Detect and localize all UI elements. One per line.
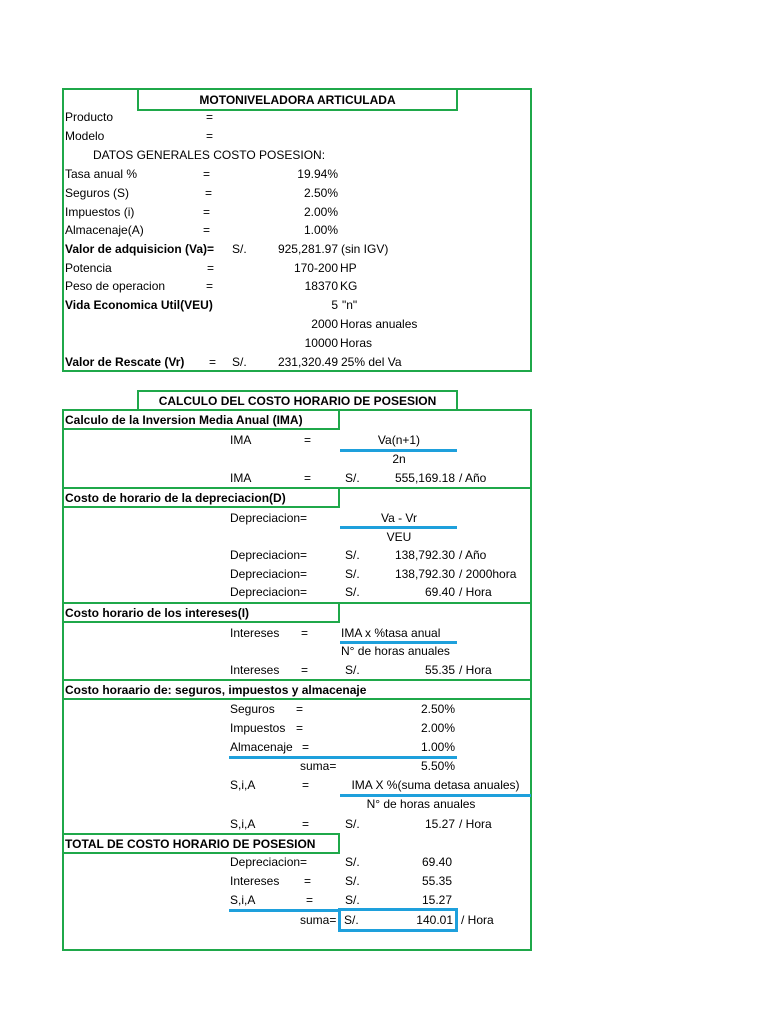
almacenaje-value: 1.00% [303, 223, 338, 237]
sia-result-value: 15.27 [424, 817, 455, 831]
horas-anuales-unit: Horas anuales [340, 317, 418, 331]
sia-seguros-value: 2.50% [420, 702, 455, 716]
veu-label: Vida Economica Util(VEU) [65, 298, 213, 312]
total-sia-currency: S/. [345, 893, 360, 907]
va-value: 925,281.97 [277, 242, 338, 256]
impuestos-value: 2.00% [303, 205, 338, 219]
dep-row-value: 69.40 [424, 585, 455, 599]
sia-eq: = [302, 778, 310, 792]
producto-eq: = [206, 110, 214, 124]
va-note: (sin IGV) [341, 242, 389, 256]
sia-denominator: N° de horas anuales [366, 797, 476, 811]
potencia-unit: HP [340, 261, 357, 275]
vr-eq: = [209, 355, 217, 369]
sia-almacenaje-label: Almacenaje [230, 740, 293, 754]
peso-unit: KG [340, 279, 358, 293]
tasa-label: Tasa anual % [65, 167, 138, 181]
vr-value: 231,320.49 [277, 355, 338, 369]
dep-row-value: 138,792.30 [394, 567, 455, 581]
sia-label: S,i,A [230, 778, 256, 792]
dep-row-unit: / 2000hora [459, 567, 517, 581]
almacenaje-label: Almacenaje(A) [65, 223, 144, 237]
total-int-eq: = [304, 874, 312, 888]
total-sia-eq: = [306, 893, 314, 907]
int-result-unit: / Hora [459, 663, 492, 677]
total-dep-label: Depreciacion= [230, 855, 308, 869]
va-currency: S/. [232, 242, 247, 256]
int-result-eq: = [301, 663, 309, 677]
potencia-value: 170-200 [293, 261, 338, 275]
total-int-currency: S/. [345, 874, 360, 888]
dep-header: Costo de horario de la depreciacion(D) [65, 491, 286, 505]
dep-row-value: 138,792.30 [394, 548, 455, 562]
sia-result-label: S,i,A [230, 817, 256, 831]
veu-unit: "n" [342, 298, 358, 312]
ima-result-unit: / Año [459, 471, 487, 485]
seguros-label: Seguros (S) [65, 186, 130, 200]
sia-impuestos-label: Impuestos [230, 721, 286, 735]
vr-note: 25% del Va [341, 355, 402, 369]
modelo-eq: = [206, 129, 214, 143]
dep-row-label: Depreciacion= [230, 548, 308, 562]
ima-eq: = [304, 433, 312, 447]
total-header: TOTAL DE COSTO HORARIO DE POSESION [65, 837, 316, 851]
va-label: Valor de adquisicion (Va)= [65, 242, 215, 256]
int-result-label: Intereses [230, 663, 280, 677]
dep-denominator: VEU [386, 530, 412, 544]
total-suma-label: suma= [300, 913, 337, 927]
dep-row-currency: S/. [345, 548, 360, 562]
impuestos-eq: = [203, 205, 211, 219]
tasa-eq: = [203, 167, 211, 181]
sia-numerator: IMA X %(suma detasa anuales) [351, 778, 520, 792]
int-result-value: 55.35 [424, 663, 455, 677]
total-suma-value: 140.01 [416, 913, 453, 927]
ima-header: Calculo de la Inversion Media Anual (IMA) [65, 413, 303, 427]
int-header: Costo horario de los intereses(I) [65, 606, 250, 620]
dep-row-unit: / Hora [459, 585, 492, 599]
vr-label: Valor de Rescate (Vr) [65, 355, 185, 369]
dep-fraction-bar [340, 526, 457, 529]
ima-currency: S/. [345, 471, 360, 485]
dep-row-currency: S/. [345, 585, 360, 599]
int-denominator: N° de horas anuales [341, 644, 450, 658]
sia-header: Costo horaario de: seguros, impuestos y almacenaje [65, 683, 367, 697]
seguros-value: 2.50% [303, 186, 338, 200]
ima-label: IMA [230, 433, 252, 447]
impuestos-label: Impuestos (i) [65, 205, 135, 219]
sia-currency: S/. [345, 817, 360, 831]
vr-currency: S/. [232, 355, 247, 369]
datos-title: DATOS GENERALES COSTO POSESION: [93, 148, 326, 162]
total-dep-value: 69.40 [421, 855, 452, 869]
sia-suma-value: 5.50% [420, 759, 455, 773]
peso-label: Peso de operacion [65, 279, 166, 293]
sia-almacenaje-value: 1.00% [420, 740, 455, 754]
total-suma-unit: / Hora [461, 913, 494, 927]
almacenaje-eq: = [203, 223, 211, 237]
dep-label: Depreciacion= [230, 511, 308, 525]
total-dep-currency: S/. [345, 855, 360, 869]
sia-suma-label: suma= [300, 759, 337, 773]
peso-value: 18370 [304, 279, 338, 293]
sia-impuestos-value: 2.00% [420, 721, 455, 735]
sia-impuestos-eq: = [296, 721, 304, 735]
horas-value: 10000 [304, 336, 338, 350]
seguros-eq: = [205, 186, 213, 200]
sia-seguros-label: Seguros [230, 702, 275, 716]
horas-anuales-value: 2000 [311, 317, 338, 331]
dep-row-currency: S/. [345, 567, 360, 581]
total-sia-value: 15.27 [421, 893, 452, 907]
tasa-value: 19.94% [297, 167, 338, 181]
dep-row-unit: / Año [459, 548, 487, 562]
page-title: MOTONIVELADORA ARTICULADA [199, 93, 396, 107]
total-suma-currency: S/. [344, 913, 359, 927]
ima-denominator: 2n [392, 452, 406, 466]
total-sum-line [229, 909, 339, 912]
horas-unit: Horas [340, 336, 373, 350]
sia-seguros-eq: = [296, 702, 304, 716]
total-int-value: 55.35 [421, 874, 452, 888]
int-eq: = [301, 626, 309, 640]
sia-almacenaje-eq: = [302, 740, 310, 754]
dep-row-label: Depreciacion= [230, 567, 308, 581]
dep-numerator: Va - Vr [380, 511, 417, 525]
ima-result-label: IMA [230, 471, 252, 485]
potencia-eq: = [207, 261, 215, 275]
dep-row-label: Depreciacion= [230, 585, 308, 599]
total-int-label: Intereses [230, 874, 280, 888]
calc-title: CALCULO DEL COSTO HORARIO DE POSESION [158, 394, 437, 408]
veu-value: 5 [331, 298, 338, 312]
ima-numerator: Va(n+1) [377, 433, 421, 447]
int-numerator: IMA x %tasa anual [341, 626, 441, 640]
modelo-label: Modelo [65, 129, 105, 143]
total-sia-label: S,i,A [230, 893, 256, 907]
sia-result-unit: / Hora [459, 817, 492, 831]
sia-result-eq: = [302, 817, 310, 831]
ima-result-value: 555,169.18 [394, 471, 455, 485]
ima-result-eq: = [304, 471, 312, 485]
peso-eq: = [206, 279, 214, 293]
potencia-label: Potencia [65, 261, 112, 275]
int-label: Intereses [230, 626, 280, 640]
int-currency: S/. [345, 663, 360, 677]
producto-label: Producto [65, 110, 114, 124]
